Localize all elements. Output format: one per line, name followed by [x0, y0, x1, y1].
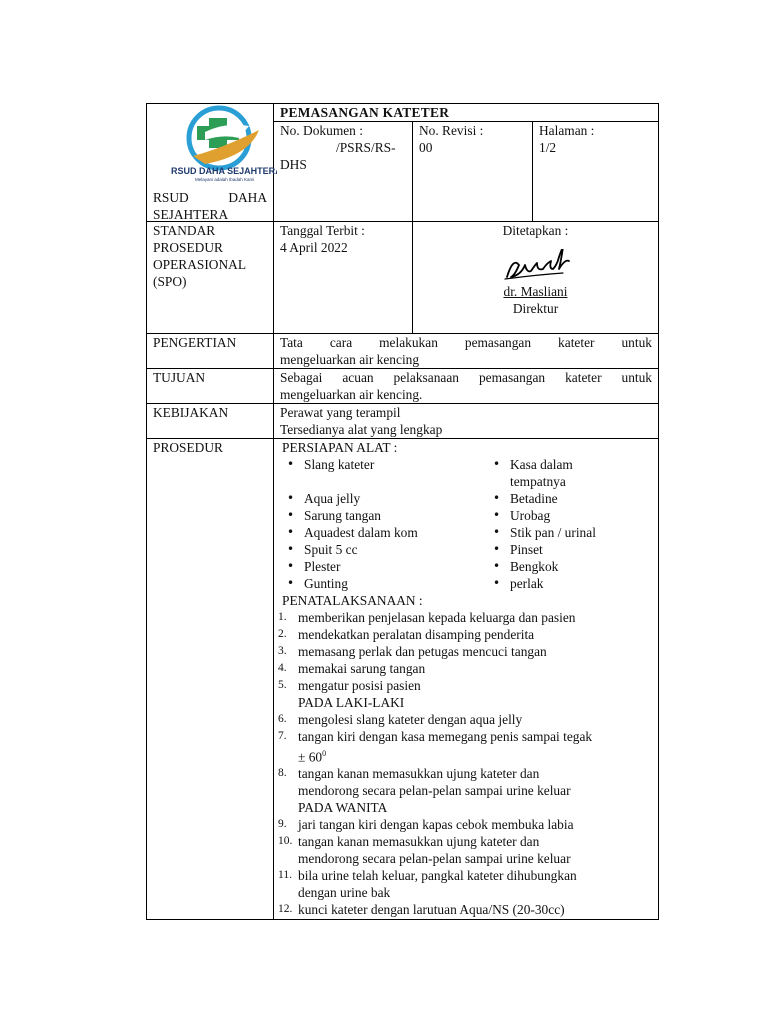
list-item: • Sarung tangan: [278, 507, 484, 524]
list-spacer: [278, 473, 484, 490]
hospital-logo: [167, 104, 277, 184]
list-item: • Plester: [278, 558, 484, 575]
steps-list: [278, 711, 652, 799]
alat-list: [278, 456, 652, 592]
prosedur-label: PROSEDUR: [147, 439, 274, 920]
list-item: • perlak: [484, 575, 634, 592]
ditetapkan-cell: [413, 222, 659, 334]
ditetapkan-label: Ditetapkan :: [502, 223, 569, 238]
no-revisi-value: 00: [419, 140, 433, 155]
svg-text:Melayani adalah Ibadah Kami: Melayani adalah Ibadah Kami: [195, 177, 255, 182]
no-revisi-label: No. Revisi :: [419, 123, 484, 138]
halaman-label: Halaman :: [539, 123, 595, 138]
list-item: • Kasa dalam tempatnya: [484, 456, 634, 490]
tujuan-text: Sebagai acuan pelaksanaan pemasangan kateter untuk mengeluarkan air kencing.: [274, 369, 659, 404]
step-item: 6. mengolesi slang kateter dengan aqua jelly: [278, 712, 523, 727]
spo-table: [146, 103, 659, 920]
tanggal-terbit-label: Tanggal Terbit :: [280, 223, 365, 238]
step-item: 10. tangan kanan memasukkan ujung kateter dan mendorong secara pelan-pelan sampai urine keluar: [278, 834, 571, 867]
step-item: 3. memasang perlak dan petugas mencuci tangan: [278, 644, 547, 659]
spo-label-cell: STANDAR PROSEDUR OPERASIONAL (SPO): [147, 222, 274, 334]
list-item: • Aqua jelly: [278, 490, 484, 507]
no-dokumen-label: No. Dokumen :: [280, 123, 363, 138]
signature-image: [501, 249, 571, 283]
svg-text:RSUD DAHA SEJAHTERA: RSUD DAHA SEJAHTERA: [171, 166, 277, 176]
list-item: • Urobag: [484, 507, 634, 524]
pengertian-text: Tata cara melakukan pemasangan kateter untuk mengeluarkan air kencing: [274, 334, 659, 369]
hospital-logo-icon: [167, 104, 277, 184]
list-item: • Pinset: [484, 541, 634, 558]
steps-list: [278, 816, 652, 918]
tanggal-terbit-value: 4 April 2022: [280, 240, 348, 255]
persiapan-alat-title: PERSIAPAN ALAT :: [282, 440, 398, 455]
prosedur-content: [274, 439, 659, 920]
spo-document: [146, 103, 658, 920]
alat-list-left: [278, 456, 484, 592]
tujuan-label: TUJUAN: [147, 369, 274, 404]
step-item: 11. bila urine telah keluar, pangkal kateter dihubungkan dengan urine bak: [278, 868, 577, 901]
step-item: 12. kunci kateter dengan larutuan Aqua/NS (20-30cc): [278, 902, 565, 918]
alat-list-right: [484, 456, 634, 592]
step-item: 1. memberikan penjelasan kepada keluarga dan pasien: [278, 610, 576, 625]
hospital-cell: [147, 104, 277, 222]
no-dokumen-value: /PSRS/RS-: [336, 140, 396, 155]
steps-list: [278, 609, 652, 694]
step-item: 9. jari tangan kiri dengan kapas cebok membuka labia: [278, 817, 574, 833]
pada-wanita-heading: PADA WANITA: [298, 800, 388, 816]
hospital-name: RSUD DAHA SEJAHTERA: [153, 190, 267, 222]
signer-title: Direktur: [512, 301, 559, 316]
no-dokumen-value-2: DHS: [280, 157, 307, 172]
step-item: 4. memakai sarung tangan: [278, 661, 426, 676]
step-item: 5. mengatur posisi pasien: [278, 678, 421, 693]
no-dokumen-cell: [274, 122, 413, 222]
list-item: • Slang kateter: [278, 456, 484, 473]
list-item: • Bengkok: [484, 558, 634, 575]
list-item: • Aquadest dalam kom: [278, 524, 484, 541]
pengertian-label: PENGERTIAN: [147, 334, 274, 369]
list-item: • Gunting: [278, 575, 484, 592]
pada-laki-laki-heading: PADA LAKI-LAKI: [298, 695, 405, 710]
halaman-cell: [533, 122, 659, 222]
halaman-value: 1/2: [539, 140, 557, 155]
list-item: • Betadine: [484, 490, 634, 507]
penatalaksanaan-title: PENATALAKSANAAN :: [282, 593, 423, 608]
tanggal-terbit-cell: [274, 222, 413, 334]
step-item: 8. tangan kanan memasukkan ujung kateter dan mendorong secara pelan-pelan sampai urine keluar: [278, 766, 571, 799]
signer-name: dr. Masliani: [503, 284, 568, 299]
kebijakan-label: KEBIJAKAN: [147, 404, 274, 439]
list-item: • Spuit 5 cc: [278, 541, 484, 558]
document-title: PEMASANGAN KATETER: [274, 104, 659, 122]
kebijakan-text: Perawat yang terampil Tersedianya alat yang lengkap: [274, 404, 659, 439]
step-item: 2. mendekatkan peralatan disamping penderita: [278, 627, 535, 642]
step-item: 7. tangan kiri dengan kasa memegang penis sampai tegak ± $60^0$: [278, 729, 593, 765]
no-revisi-cell: [413, 122, 533, 222]
list-item: • Stik pan / urinal: [484, 524, 634, 541]
